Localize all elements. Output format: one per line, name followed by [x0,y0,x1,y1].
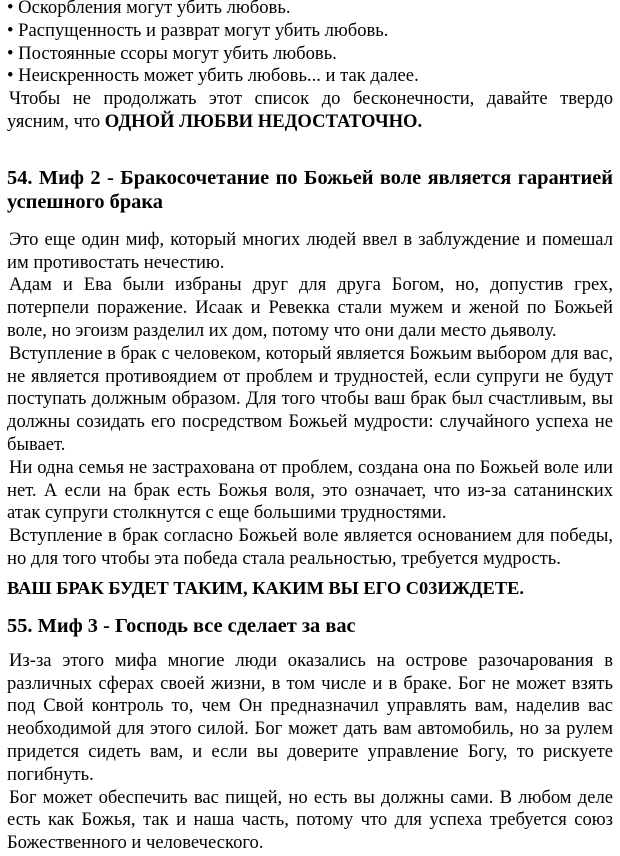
bullet-item: • Оскорбления могут убить любовь. [7,0,291,18]
section-55-paragraph: Бог может обеспечить вас пищей, но есть вы должны сами. В любом деле есть как Божья, так и наша часть, потому что для успеха требуется союз Божественного и человеческого. [7,786,613,854]
bullet-item: • Неискренность может убить любовь... и так далее. [7,65,419,87]
section-55-paragraph: Из-за этого мифа многие люди оказались на острове разочарования в различных сферах своей жизни, в том числе и в браке. Бог не может взять под Свой контроль то, чем Он предназначил управлять вам, наделив вас необходимой для этого силой. Бог может дать вам автомобиль, но за рулем придется сидеть вам, и если вы доверите управление Богу, то рискуете погибнуть. [7,649,613,785]
section-54-paragraph: Вступление в брак с человеком, который является Божьим выбором для вас, не является противоядием от проблем и трудностей, если супруги не будут поступать должным образом. Для того чтобы ваш брак был счастливым, вы должны созидать его посредством Божьей мудрости: случайного успеха не бывает. [7,342,613,455]
conclusion-text: Чтобы не продолжать этот список до бесконечности, давайте твердо уясним, что [7,88,613,132]
conclusion-paragraph [7,88,613,134]
section-54-paragraph: Адам и Ева были избраны друг для друга Богом, но, допустив грех, потерпели поражение. Исаак и Ревекка стали мужем и женой по Божьей воле, но эгоизм разделил их дом, потому что они дали место дьяволу. [7,274,613,341]
section-54-paragraph: Вступление в брак согласно Божьей воле является основанием для победы, но для того чтобы эта победа стала реальностью, требуется мудрость. [7,525,613,569]
bullet-list [7,0,613,88]
conclusion-emphasis: ОДНОЙ ЛЮБВИ НЕДОСТАТОЧНО. [104,110,423,132]
bullet-item: • Распущенность и разврат могут убить любовь. [7,19,389,41]
section-54-caps-line: ВАШ БРАК БУДЕТ ТАКИМ, КАКИМ ВЫ ЕГО С03ИЖДЕТЕ. [7,577,524,598]
document-page [7,0,613,855]
section-54-paragraph: Ни одна семья не застрахована от проблем, создана она по Божьей воле или нет. А если на брак есть Божья воля, это означает, что из-за сатанинских атак супруги столкнутся с еще большими трудностями. [7,456,613,524]
bullet-item: • Постоянные ссоры могут убить любовь. [7,42,337,64]
section-54-paragraph: Это еще один миф, который многих людей ввел в заблуждение и помешал им противостать нечестию. [7,228,613,273]
section-55-heading: 55. Миф 3 - Господь все сделает за вас [7,614,356,637]
section-54-heading: 54. Миф 2 - Бракосочетание по Божьей воле является гарантией успешного брака [7,166,613,213]
